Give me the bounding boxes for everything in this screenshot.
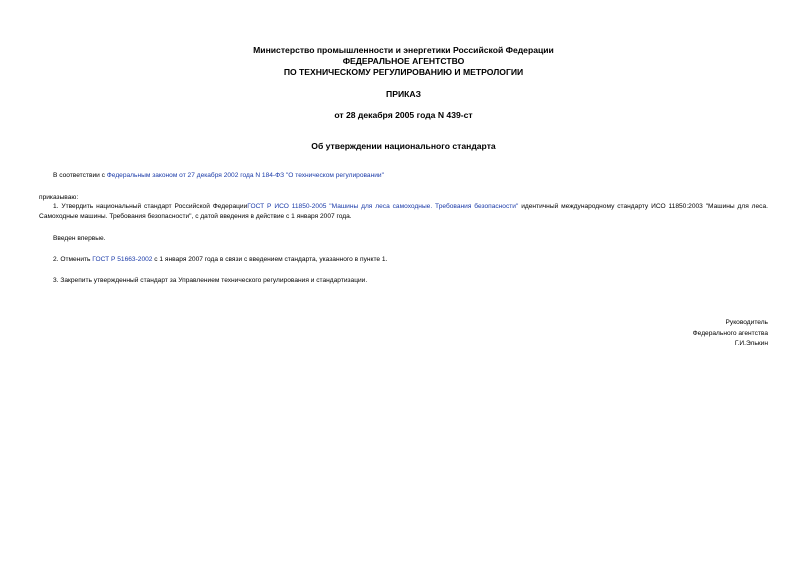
order-word: приказываю:	[39, 194, 79, 201]
federal-law-link[interactable]: Федеральным законом от 27 декабря 2002 года N 184-ФЗ "О техническом регулировании"	[106, 172, 384, 179]
signatory-name: Г.И.Элькин	[734, 340, 768, 347]
signature-block	[693, 318, 768, 350]
document-date: от 28 декабря 2005 года N 439-ст	[334, 110, 473, 120]
document-subject: Об утверждении национального стандарта	[311, 141, 496, 151]
intro-text: В соответствии с	[53, 172, 107, 179]
item1-paragraph	[39, 202, 768, 221]
gost-51663-link[interactable]: ГОСТ Р 51663-2002	[92, 256, 153, 263]
item2-paragraph	[53, 255, 387, 264]
item2-suffix-text: с 1 января 2007 года в связи с введением стандарта, указанного в пункте 1.	[152, 256, 388, 263]
item3-paragraph: 3. Закрепить утвержденный стандарт за Управлением технического регулирования и стандартизации.	[53, 277, 368, 284]
agency-title-line2: ПО ТЕХНИЧЕСКОМУ РЕГУЛИРОВАНИЮ И МЕТРОЛОГИИ	[283, 67, 524, 77]
ministry-title: Министерство промышленности и энергетики Российской Федерации	[253, 45, 554, 55]
document-type: ПРИКАЗ	[386, 89, 421, 99]
item2-text: 2. Отменить	[53, 256, 93, 263]
item1-suffix-text: идентичный международному стандарту ИСО 11850:2003 "Машины для леса. Самоходные машины. Требования безопасности", с датой введения в действие с 1 января 2007 года.	[39, 203, 768, 220]
signatory-agency: Федерального агентства	[692, 329, 768, 337]
intro-paragraph	[53, 171, 384, 180]
item1-text: 1. Утвердить национальный стандарт Российской Федерации	[53, 203, 248, 210]
gost-iso-11850-link[interactable]: ГОСТ Р ИСО 11850-2005 "Машины для леса самоходные. Требования безопасности"	[247, 203, 519, 210]
signatory-title: Руководитель	[725, 319, 768, 326]
introduced-note: Введен впервые.	[53, 235, 106, 242]
agency-title-line1: ФЕДЕРАЛЬНОЕ АГЕНТСТВО	[342, 56, 465, 66]
